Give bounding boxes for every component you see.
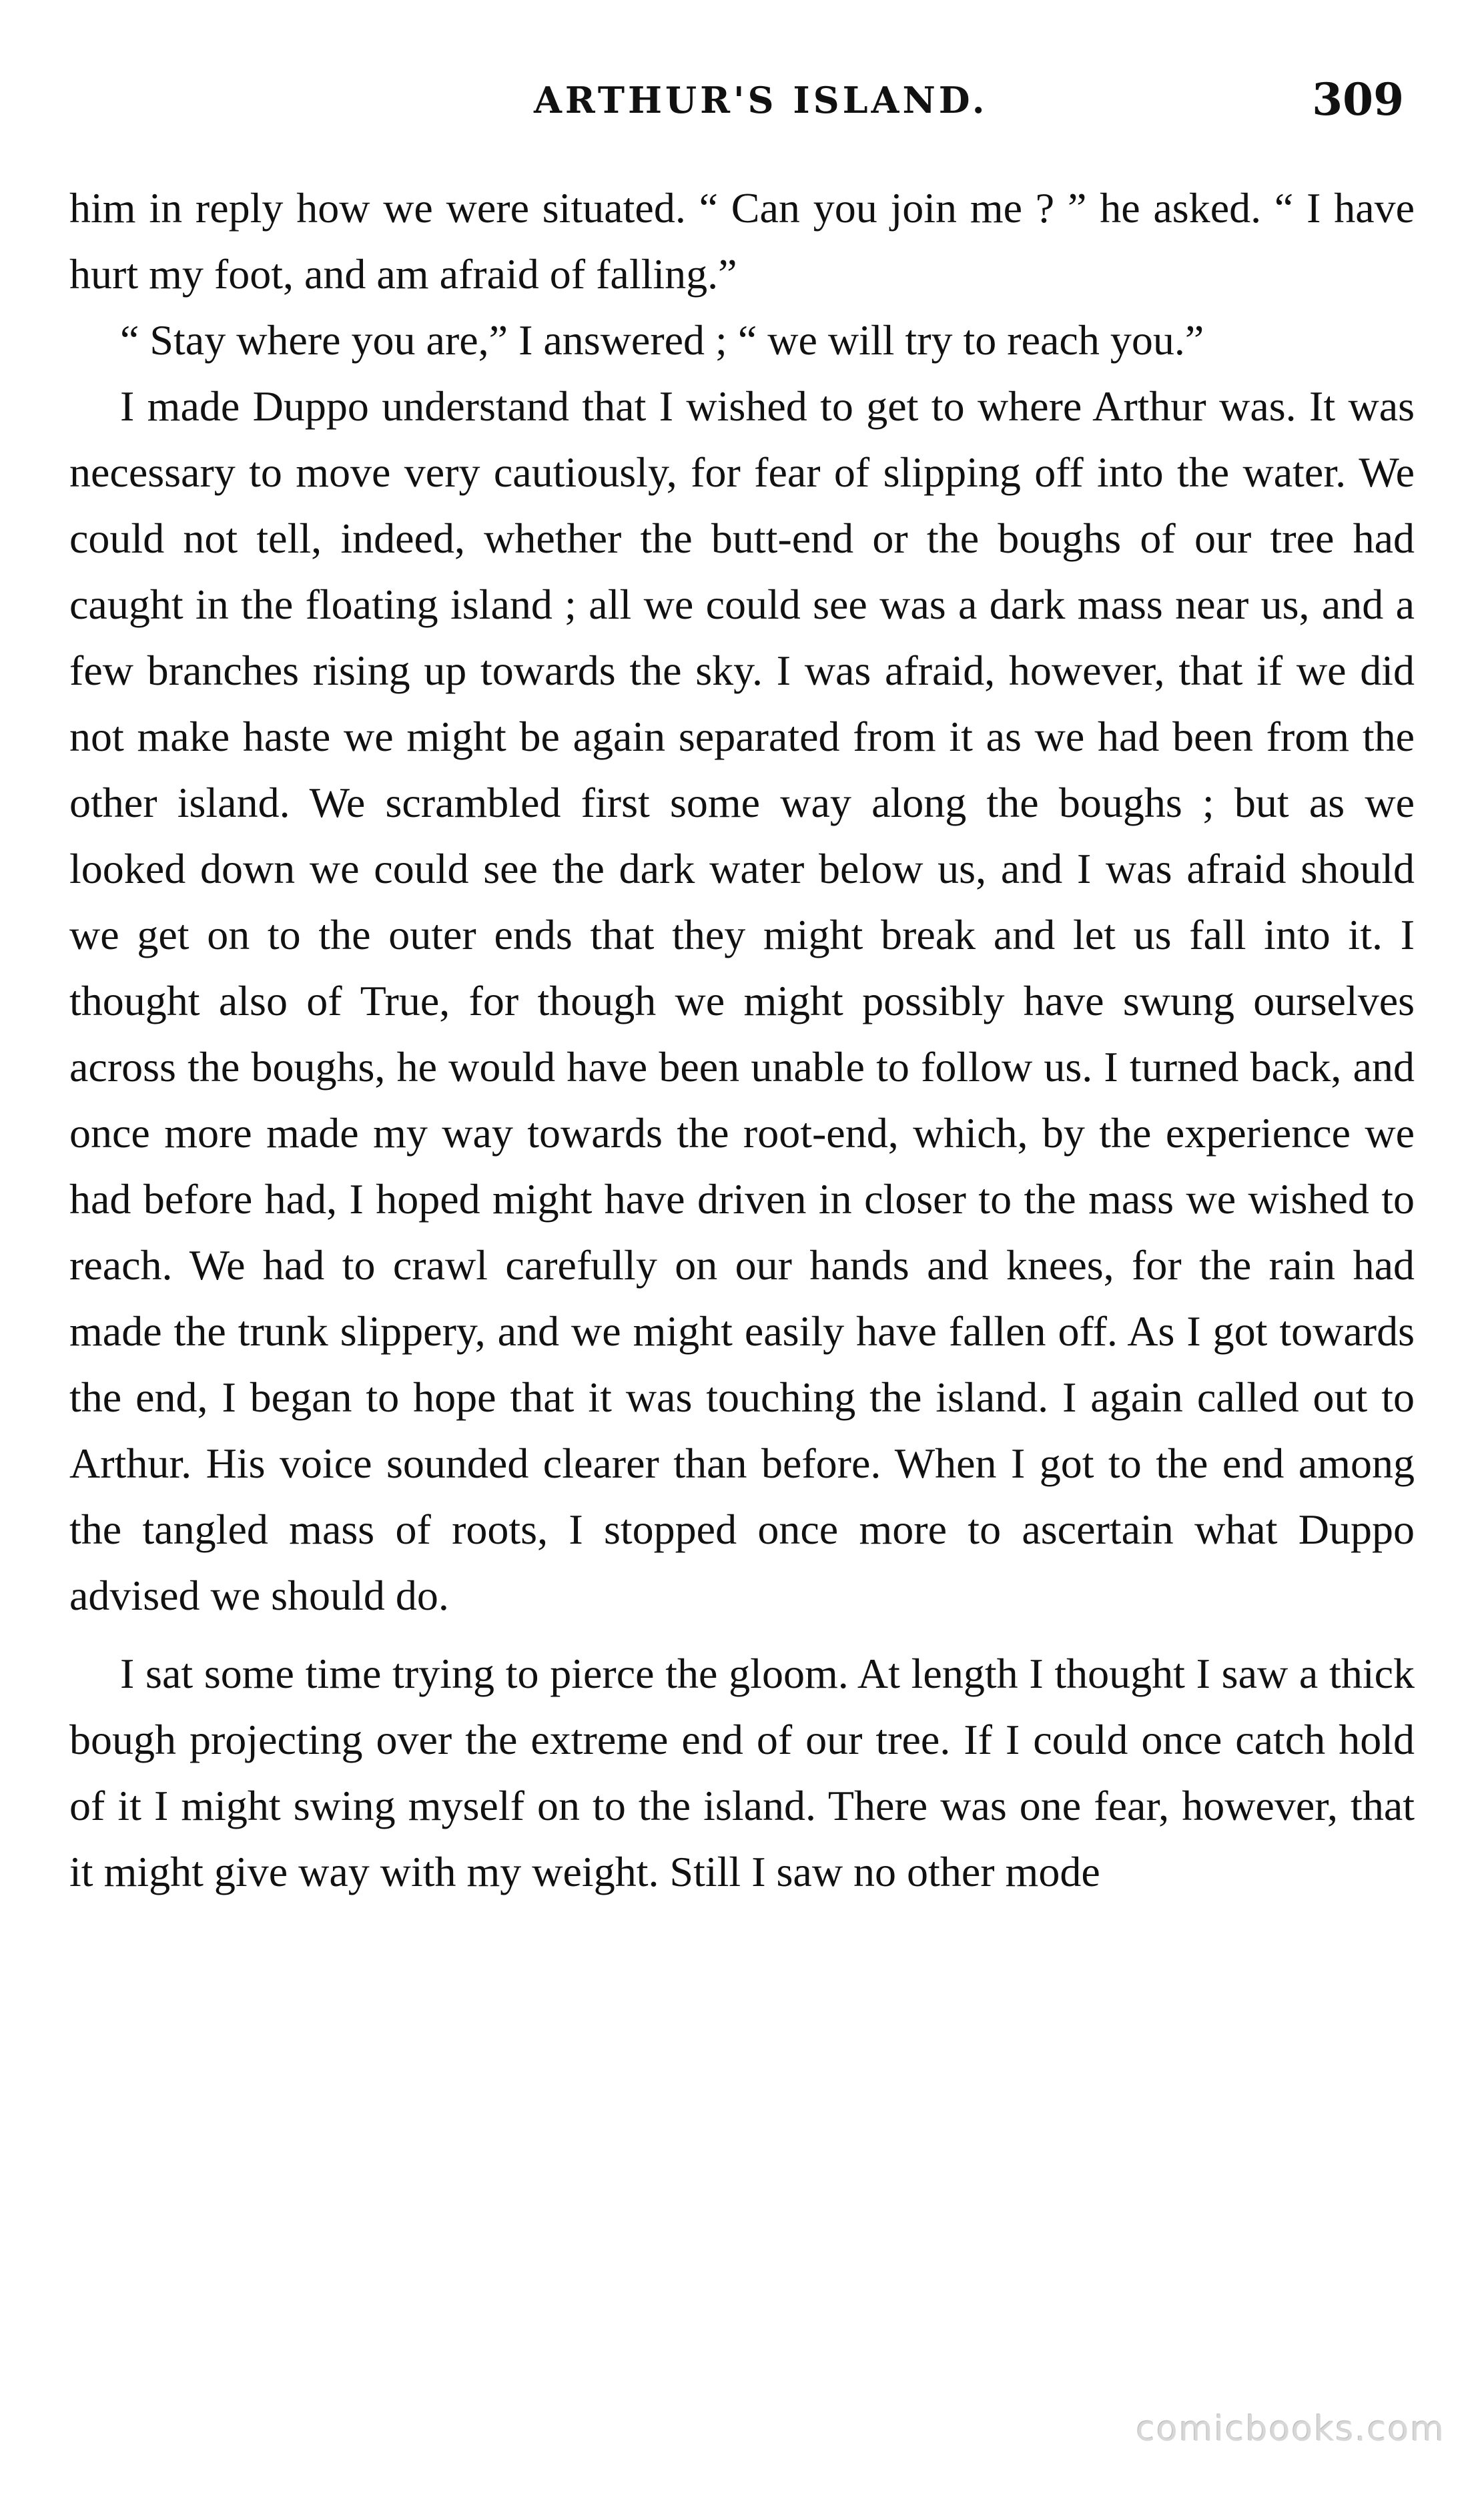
running-title: ARTHUR'S ISLAND.: [534, 79, 988, 121]
paragraph: “ Stay where you are,” I answered ; “ we will try to reach you.”: [120, 316, 1204, 364]
page-number: 309: [1312, 73, 1404, 125]
paragraph-continued: him in reply how we were situated. “ Can you join me ? ” he asked. “ I have hurt my foot, and am afraid of falling.”: [69, 184, 1415, 298]
watermark: comicbooks.com: [1136, 2409, 1445, 2449]
running-head: [0, 73, 1484, 133]
body-text: [69, 175, 1415, 1905]
paragraph: I sat some time trying to pierce the gloom. At length I thought I saw a thick bough projecting over the extreme end of our tree. If I could once catch hold of it I might swing myself on to the island. There was one fear, however, that it might give way with my weight. Still I saw no other mode: [69, 1650, 1415, 1895]
paragraph: I made Duppo understand that I wished to get to where Arthur was. It was necessary to move very cautiously, for fear of slipping off into the water. We could not tell, indeed, whether the butt-end or the boughs of our tree had caught in the floating island ; all we could see was a dark mass near us, and a few branches rising up towards the sky. I was afraid, however, that if we did not make haste we might be again separated from it as we had been from the other island. We scrambled first some way along the boughs ; but as we looked down we could see the dark water below us, and I was afraid should we get on to the outer ends that they might break and let us fall into it. I thought also of True, for though we might possibly have swung ourselves across the boughs, he would have been unable to follow us. I turned back, and once more made my way towards the root-end, which, by the experience we had before had, I hoped might have driven in closer to the mass we wished to reach. We had to crawl carefully on our hands and knees, for the rain had made the trunk slippery, and we might easily have fallen off. As I got towards the end, I began to hope that it was touching the island. I again called out to Arthur. His voice sounded clearer than before. When I got to the end among the tangled mass of roots, I stopped once more to ascertain what Duppo advised we should do.: [69, 382, 1415, 1619]
